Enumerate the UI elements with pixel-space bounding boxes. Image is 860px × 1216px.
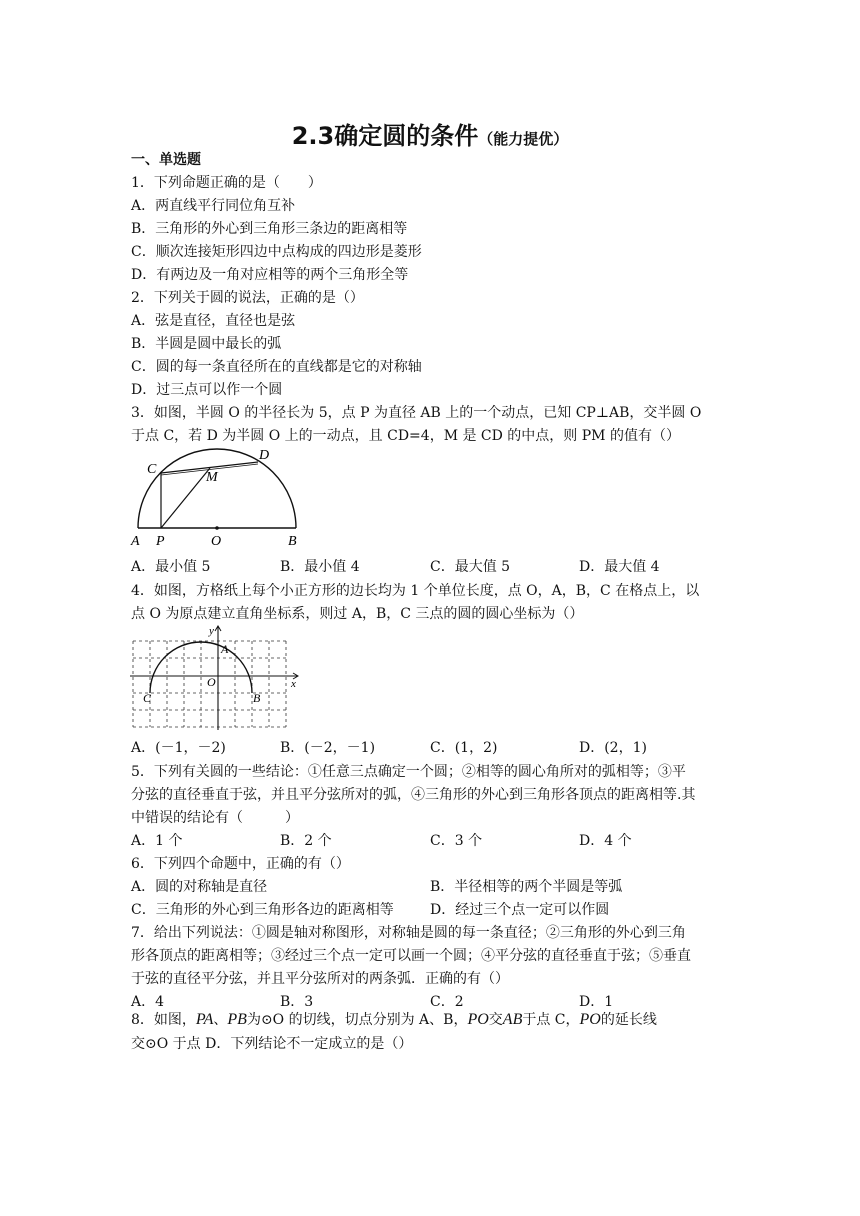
q2-option-b: B．半圆是圆中最长的弧 (131, 336, 282, 352)
q5-stem-line2: 分弦的直径垂直于弦，并且平分弦所对的弧，④三角形的外心到三角形各顶点的距离相等.其 (131, 787, 696, 803)
q5-option-a: A．1 个 (131, 833, 183, 849)
q7-stem-line3: 于弦的直径平分弦，并且平分弦所对的两条弧．正确的有（） (131, 971, 509, 987)
q2-option-a: A．弦是直径，直径也是弦 (131, 313, 296, 329)
semicircle-arc (138, 449, 296, 528)
q1-option-d: D．有两边及一角对应相等的两个三角形全等 (131, 267, 409, 283)
q3-stem-line2: 于点 C，若 D 为半圆 O 上的一动点，且 CD=4，M 是 CD 的中点，则 PM 的值有（） (131, 428, 680, 444)
q7-option-b: B．3 (280, 994, 314, 1010)
q3-option-d: D．最大值 4 (579, 559, 660, 575)
q3-option-a: A．最小值 5 (131, 559, 211, 575)
q8-text-4: 交 (488, 1012, 503, 1028)
q6-stem: 6．下列四个命题中，正确的有（） (131, 856, 350, 872)
q8-text-1: 8．如图， (131, 1012, 196, 1028)
q2-option-d: D．过三点可以作一个圆 (131, 382, 283, 398)
label-d: D (259, 448, 270, 463)
q5-option-b: B．2 个 (280, 833, 332, 849)
q6-option-d: D．经过三个点一定可以作圆 (430, 902, 610, 918)
q6-option-b: B．半径相等的两个半圆是等弧 (430, 879, 623, 895)
q8-var-pa: PA (195, 1011, 214, 1028)
q8-text-6: 的延长线 (600, 1012, 657, 1028)
label-a: A (131, 534, 140, 549)
q5-stem-line1: 5．下列有关圆的一些结论：①任意三点确定一个圆；②相等的圆心角所对的弧相等；③平 (131, 764, 686, 780)
q3-semicircle-figure (128, 442, 308, 550)
label-c: C (147, 462, 157, 477)
q1-option-c: C．顺次连接矩形四边中点构成的四边形是菱形 (131, 244, 422, 260)
q8-stem-line1 (131, 1008, 657, 1032)
label-o: O (207, 675, 216, 689)
q8-stem-line2: 交⊙O 于点 D．下列结论不一定成立的是（） (131, 1036, 413, 1052)
q7-stem-line1: 7．给出下列说法：①圆是轴对称图形，对称轴是圆的每一条直径；②三角形的外心到三角 (131, 925, 686, 941)
q7-option-a: A．4 (131, 994, 165, 1010)
title-main: 2.3确定圆的条件 (291, 122, 479, 150)
label-m: M (206, 470, 218, 485)
title-subtitle: （能力提优） (478, 130, 569, 148)
q4-option-d: D．(2，1) (579, 740, 647, 756)
segment-pm (161, 468, 210, 528)
q8-var-pb: PB (227, 1011, 247, 1028)
q4-stem-line2: 点 O 为原点建立直角坐标系，则过 A，B，C 三点的圆的圆心坐标为（） (131, 606, 584, 622)
label-c: C (143, 691, 152, 705)
q3-stem-line1: 3．如图，半圆 O 的半径长为 5，点 P 为直径 AB 上的一个动点，已知 CP⊥AB，交半圆 O (131, 405, 702, 421)
q7-option-d: D．1 (579, 994, 614, 1010)
label-p: P (156, 534, 165, 549)
q8-var-po: PO (467, 1011, 489, 1028)
q5-option-c: C．3 个 (430, 833, 483, 849)
q1-stem: 1．下列命题正确的是（ ） (131, 175, 322, 191)
q8-var-po-2: PO (579, 1011, 601, 1028)
q8-var-ab: AB (502, 1011, 523, 1028)
q1-option-a: A．两直线平行同位角互补 (131, 198, 296, 214)
q8-text-3: 为⊙O 的切线，切点分别为 A、B， (246, 1012, 468, 1028)
label-b: B (253, 691, 261, 705)
label-b: B (288, 534, 297, 549)
q3-option-c: C．最大值 5 (430, 559, 511, 575)
label-x: x (291, 678, 296, 690)
q7-stem-line2: 形各顶点的距离相等；③经过三个点一定可以画一个圆；④平分弦的直径垂直于弦；⑤垂直 (131, 948, 691, 964)
q4-stem-line1: 4．如图，方格纸上每个小正方形的边长均为 1 个单位长度，点 O，A，B，C 在格点上，以 (131, 583, 700, 599)
label-y: y (209, 625, 214, 637)
q5-stem-line3: 中错误的结论有（ ） (131, 810, 299, 826)
q8-text-5: 于点 C， (522, 1012, 580, 1028)
q6-option-a: A．圆的对称轴是直径 (131, 879, 268, 895)
q5-option-d: D．4 个 (579, 833, 632, 849)
page-title (0, 116, 860, 151)
label-a: A (221, 642, 229, 656)
q4-option-a: A．(－1，－2) (131, 740, 226, 756)
q4-option-b: B．(－2，－1) (280, 740, 376, 756)
q4-option-c: C．(1，2) (430, 740, 498, 756)
label-o: O (211, 534, 222, 549)
q7-option-c: C．2 (430, 994, 464, 1010)
q6-option-c: C．三角形的外心到三角形各边的距离相等 (131, 902, 394, 918)
q1-option-b: B．三角形的外心到三角形三条边的距离相等 (131, 221, 408, 237)
q2-stem: 2．下列关于圆的说法，正确的是（） (131, 290, 364, 306)
center-dot (215, 526, 219, 530)
section-heading: 一、单选题 (131, 152, 201, 168)
q8-text-2: 、 (213, 1012, 228, 1028)
q2-option-c: C．圆的每一条直径所在的直线都是它的对称轴 (131, 359, 422, 375)
q4-grid-figure (128, 620, 304, 732)
q3-option-b: B．最小值 4 (280, 559, 360, 575)
